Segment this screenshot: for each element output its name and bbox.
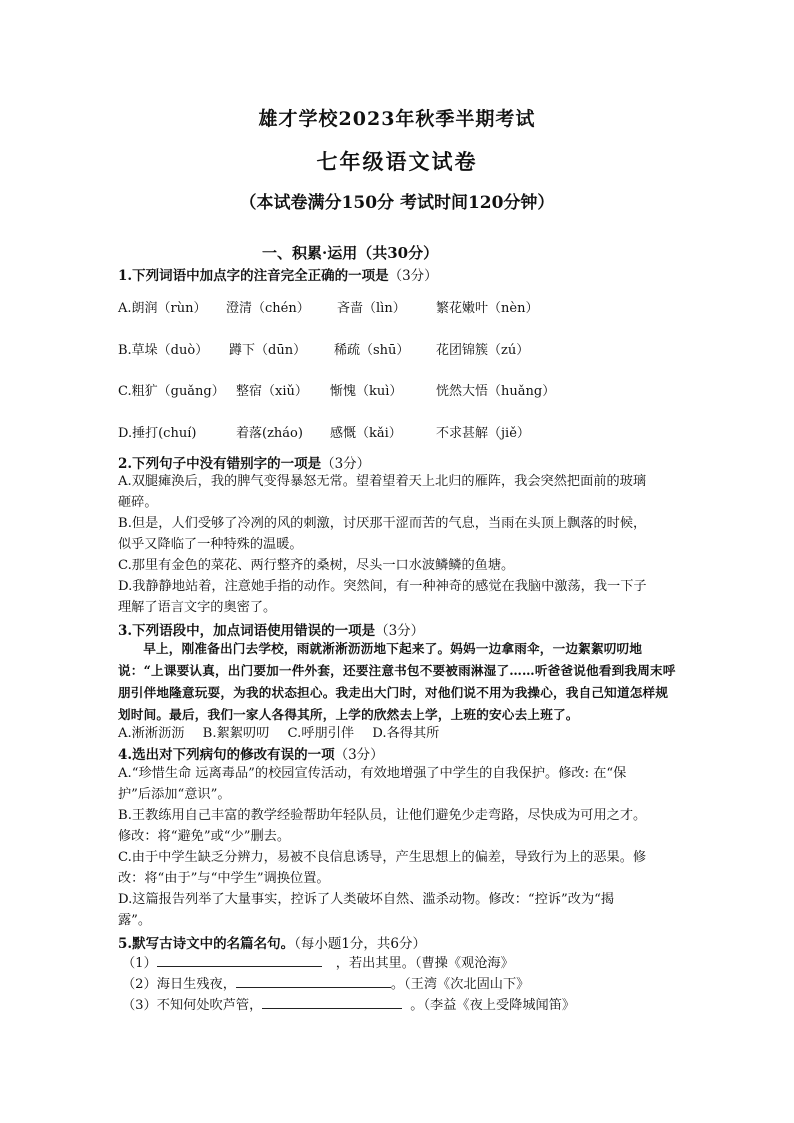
q2-line: C.那里有金色的菜花、两行整齐的桑树，尽头一口水波鳞鳞的鱼塘。: [118, 558, 515, 573]
question-stem-text: 4.选出对下列病句的修改有误的一项: [118, 747, 335, 763]
answer-blank[interactable]: [262, 995, 402, 1009]
question-stem-text: 5.默写古诗文中的名篇名句。: [118, 936, 295, 952]
option-cell: B.草垛（duò）: [118, 343, 209, 358]
q2-line: A.双腿瘫涣后，我的脾气变得暴怒无常。望着望着天上北归的雁阵，我会突然把面前的玻璃: [118, 474, 647, 489]
question-score: （3分）: [334, 747, 384, 763]
item-before: 海日生残夜，: [156, 977, 236, 992]
option-cell: 不求甚解（jiě）: [436, 426, 530, 441]
option-cell: 惭愧（kuì）: [330, 384, 403, 399]
option-cell: D.捶打(chuí): [118, 426, 197, 441]
paper-title: 七年级语文试卷: [316, 149, 478, 174]
q2-line: B.但是，人们受够了冷冽的风的刺激，讨厌那干涩而苦的气息，当雨在头顶上飘落的时候，: [118, 516, 647, 531]
choice: C.呼朋引伴: [287, 726, 355, 741]
q2-line: 砸碎。: [118, 495, 158, 510]
option-cell: 繁花嫩叶（nèn）: [436, 301, 539, 316]
item-number: （3）: [122, 998, 157, 1013]
q2-line: 似乎又降临了一种特殊的温暖。: [118, 537, 303, 552]
question-score: （3分）: [388, 268, 438, 284]
q3-passage: 早上，刚准备出门去学校，雨就淅淅沥沥地下起来了。妈妈一边拿雨伞，一边絮絮叨叨地说：“上课要认真，出门要加一件外套，还要注意书包不要被雨淋湿了……听爸爸说他看到我周末呼朋引伴地隆意玩耍，为我的状态担心。我走出大门时，对他们说不用为我操心，我自己知道怎样规划时间。最后，我们一家人各得其所，上学的欣然去上学，上班的安心去上班了。: [118, 641, 676, 722]
option-cell: A.朗润（rùn）: [118, 301, 207, 316]
option-cell: C.粗犷（guǎng）: [118, 384, 225, 399]
q5-item-2: [122, 974, 687, 996]
question-stem-text: 1.下列词语中加点字的注音完全正确的一项是: [118, 268, 389, 284]
school-title: 雄才学校2023年秋季半期考试: [258, 108, 536, 130]
q5-item-1: [122, 953, 687, 975]
answer-blank[interactable]: [157, 953, 322, 967]
question-3-stem: [118, 619, 424, 639]
question-5-stem: [118, 932, 426, 952]
choice: D.各得其所: [372, 726, 440, 741]
q4-line: D.这篇报告列举了大量事实，控诉了人类破坏自然、滥杀动物。修改：“控诉”改为“揭: [118, 892, 615, 907]
section-title: 一、积累·运用（共30分）: [262, 244, 439, 262]
question-score: （3分）: [321, 456, 371, 472]
question-stem-text: 2.下列句子中没有错别字的一项是: [118, 456, 322, 472]
choice: A.淅淅沥沥: [118, 726, 185, 741]
option-cell: 着落(zháo): [236, 426, 303, 441]
answer-blank[interactable]: [236, 974, 391, 988]
option-cell: 澄清（chén）: [226, 301, 310, 316]
question-1-stem: [118, 264, 438, 284]
choice: B.絮絮叨叨: [202, 726, 270, 741]
q4-line: 修改：将“避免”或“少”删去。: [118, 829, 291, 844]
q5-item-3: [122, 995, 687, 1017]
item-number: （1）: [122, 956, 157, 971]
paper-info: （本试卷满分150分 考试时间120分钟）: [239, 193, 555, 213]
q4-line: 露”。: [118, 913, 152, 928]
option-cell: 恍然大悟（huǎng）: [436, 384, 556, 399]
option-cell: 感慨（kǎi）: [330, 426, 402, 441]
q4-line: A.“珍惜生命 远离毒品”的校园宣传活动，有效地增强了中学生的自我保护。修改: 在“保: [118, 766, 627, 781]
item-number: （2）: [122, 977, 157, 992]
option-cell: 整宿（xiǔ）: [236, 384, 308, 399]
question-2-stem: [118, 452, 370, 472]
option-cell: 稀疏（shū）: [334, 343, 410, 358]
q2-line: D.我静静地站着，注意她手指的动作。突然间，有一种神奇的感觉在我脑中激荡，我一下子: [118, 579, 647, 594]
option-cell: 蹲下（dūn）: [229, 343, 307, 358]
question-4-stem: [118, 743, 384, 763]
option-cell: 吝啬（lìn）: [337, 301, 406, 316]
question-score: （3分）: [375, 623, 425, 639]
q2-line: 理解了语言文字的奥密了。: [118, 600, 277, 615]
q4-line: C.由于中学生缺乏分辨力，易被不良信息诱导，产生思想上的偏差，导致行为上的恶果。修: [118, 850, 647, 865]
option-cell: 花团锦簇（zú）: [436, 343, 530, 358]
item-before: 不知何处吹芦管，: [156, 998, 263, 1013]
item-after: 。（王湾《次北固山下》: [390, 977, 530, 992]
q4-line: 护”后添加“意识”。: [118, 787, 231, 802]
q4-line: 改：将“由于”与“中学生”调换位置。: [118, 871, 330, 886]
question-stem-text: 3.下列语段中，加点词语使用错误的一项是: [118, 623, 376, 639]
q3-choices: [118, 722, 453, 741]
item-after: ，若出其里。（曹操《观沧海》: [335, 956, 514, 971]
question-score: （每小题1分，共6分）: [294, 936, 427, 952]
item-after: 。（李益《夜上受降城闻笛》: [410, 998, 576, 1013]
q4-line: B.王教练用自己丰富的教学经验帮助年轻队员，让他们避免少走弯路，尽快成为可用之才。: [118, 808, 647, 823]
